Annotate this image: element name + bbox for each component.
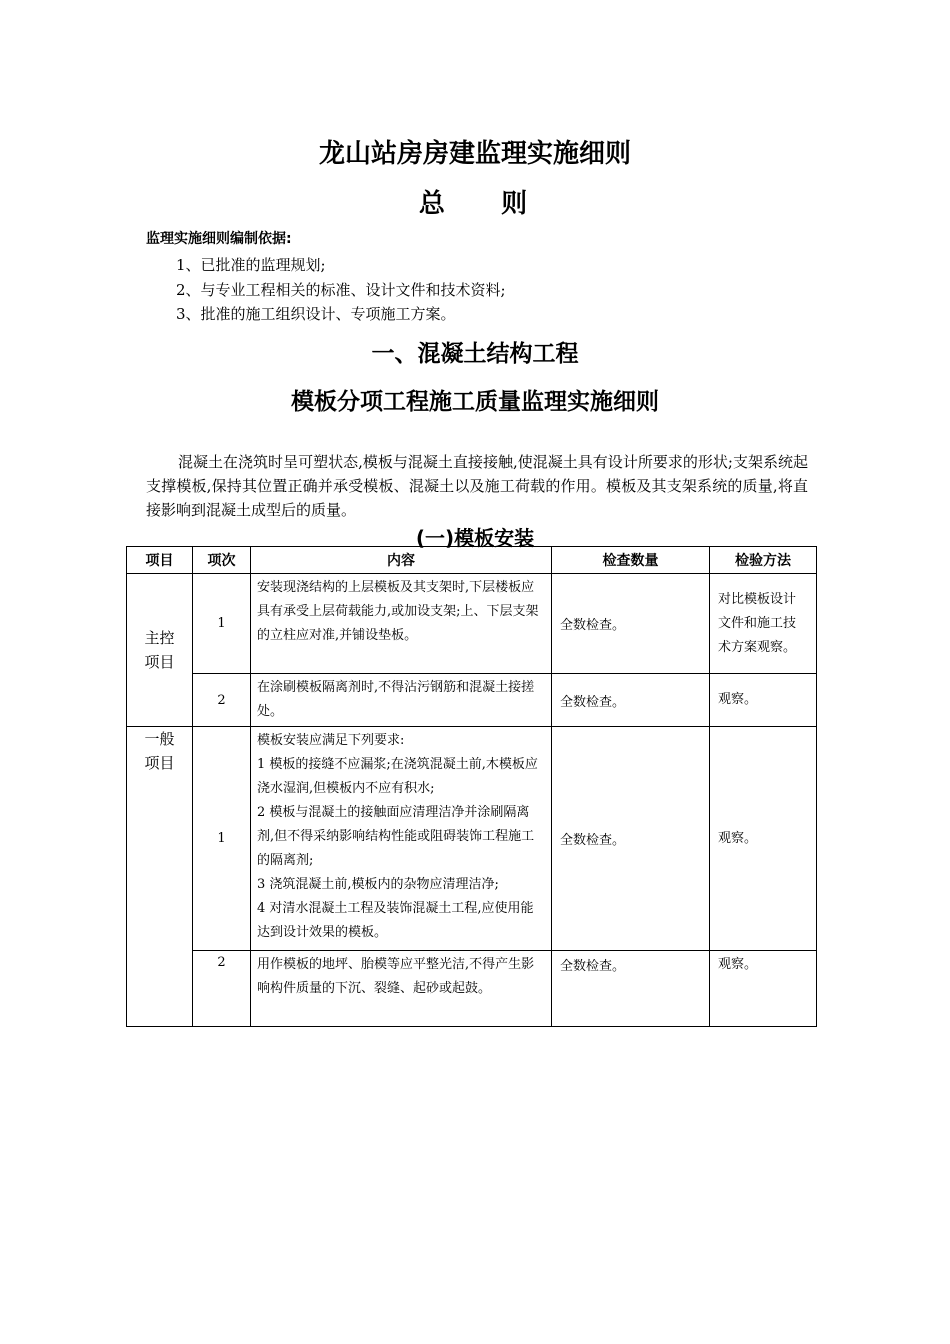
row-method: 对比模板设计文件和施工技术方案观察。	[710, 574, 817, 674]
row-number: 1	[193, 574, 251, 674]
row-content: 安装现浇结构的上层模板及其支架时,下层楼板应具有承受上层荷载能力,或加设支架;上、下层支架的立柱应对准,并铺设垫板。	[251, 574, 552, 674]
group-label	[127, 574, 193, 727]
basis-item: 1、已批准的监理规划;	[176, 256, 326, 274]
table-row	[127, 574, 817, 674]
group-label-text: 一般项目	[144, 730, 175, 772]
inspection-table	[126, 546, 817, 1027]
table-header-row	[127, 547, 817, 574]
header-quantity: 检查数量	[552, 547, 710, 574]
row-number: 2	[193, 674, 251, 727]
row-method: 观察。	[710, 951, 817, 1027]
table-row	[127, 674, 817, 727]
subsection-title: (一)模板安装	[415, 526, 535, 550]
intro-paragraph: 混凝土在浇筑时呈可塑状态,模板与混凝土直接接触,使混凝土具有设计所要求的形状;支架系统起支撑模板,保持其位置正确并承受模板、混凝土以及施工荷载的作用。模板及其支架系统的质量,将直接影响到混凝土成型后的质量。	[146, 453, 808, 519]
content-line: 2 模板与混凝土的接触面应清理洁净并涂刷隔离剂,但不得采纳影响结构性能或阻碍装饰工程施工的隔离剂;	[257, 805, 535, 868]
row-number: 2	[193, 951, 251, 1027]
general-section-title: 总 则	[418, 189, 532, 219]
row-quantity: 全数检查。	[552, 951, 710, 1027]
row-quantity: 全数检查。	[552, 674, 710, 727]
basis-item: 3、批准的施工组织设计、专项施工方案。	[176, 305, 456, 323]
section-subtitle: 模板分项工程施工质量监理实施细则	[291, 389, 659, 415]
row-content: 在涂刷模板隔离剂时,不得沾污钢筋和混凝土接搓处。	[251, 674, 552, 727]
row-method: 观察。	[710, 727, 817, 951]
row-number: 1	[193, 727, 251, 951]
section-title: 一、混凝土结构工程	[371, 341, 579, 367]
header-item: 项目	[127, 547, 193, 574]
row-quantity: 全数检查。	[552, 574, 710, 674]
row-content: 用作模板的地坪、胎模等应平整光洁,不得产生影响构件质量的下沉、裂缝、起砂或起鼓。	[251, 951, 552, 1027]
header-method: 检验方法	[710, 547, 817, 574]
content-line: 1 模板的接缝不应漏浆;在浇筑混凝土前,木模板应浇水湿润,但模板内不应有积水;	[257, 757, 538, 796]
table-row	[127, 727, 817, 951]
row-content	[251, 727, 552, 951]
row-method: 观察。	[710, 674, 817, 727]
header-content: 内容	[251, 547, 552, 574]
group-label-text: 主控项目	[144, 629, 175, 671]
basis-heading: 监理实施细则编制依据:	[146, 231, 292, 247]
row-quantity: 全数检查。	[552, 727, 710, 951]
content-line: 模板安装应满足下列要求:	[257, 733, 405, 748]
content-line: 3 浇筑混凝土前,模板内的杂物应清理洁净;	[257, 877, 499, 892]
document-title: 龙山站房房建监理实施细则	[318, 139, 631, 169]
header-no: 项次	[193, 547, 251, 574]
table-row	[127, 951, 817, 1027]
basis-item: 2、与专业工程相关的标准、设计文件和技术资料;	[176, 281, 506, 299]
content-line: 4 对清水混凝土工程及装饰混凝土工程,应使用能达到设计效果的模板。	[257, 901, 534, 940]
group-label	[127, 727, 193, 1027]
